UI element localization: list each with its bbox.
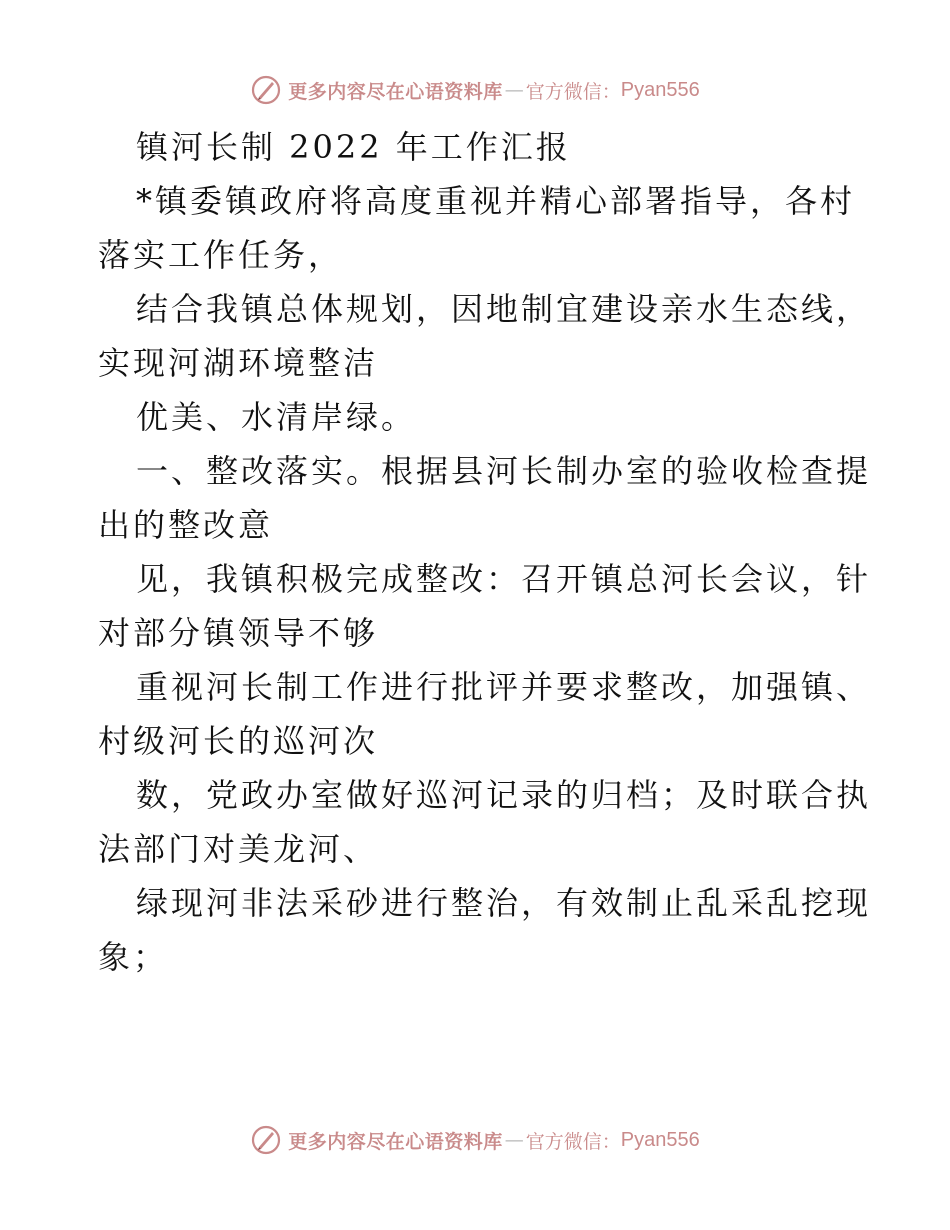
feather-pen-seal-icon xyxy=(250,74,282,106)
document-body xyxy=(98,120,872,984)
text-line: 重视河长制工作进行批评并要求整改，加强镇、 xyxy=(136,668,872,706)
banner-text: 更多内容尽在心语资料库 xyxy=(288,1130,503,1153)
feather-pen-seal-icon xyxy=(250,1124,282,1156)
banner-wechat-label: 官方微信： xyxy=(525,1130,621,1153)
text-line: 结合我镇总体规划，因地制宜建设亲水生态线， xyxy=(136,290,872,328)
text-line: 村级河长的巡河次 xyxy=(98,722,379,760)
text-line: 对部分镇领导不够 xyxy=(98,614,379,652)
text-line: 象； xyxy=(98,938,169,976)
banner-separator: — xyxy=(504,1129,524,1151)
text-line: 绿现河非法采砂进行整治，有效制止乱采乱挖现 xyxy=(136,884,872,922)
text-line: 落实工作任务， xyxy=(98,236,344,274)
text-line: 优美、水清岸绿。 xyxy=(136,398,417,436)
text-line: 出的整改意 xyxy=(98,506,274,544)
footer-banner xyxy=(0,1120,950,1160)
banner-text: 更多内容尽在心语资料库 xyxy=(288,80,503,103)
banner-separator: — xyxy=(504,79,524,101)
text-line: 一、整改落实。根据县河长制办室的验收检查提 xyxy=(136,452,872,490)
banner-wechat-id: Pyan556 xyxy=(620,78,700,101)
text-line: 镇河长制 2022 年工作汇报 xyxy=(136,128,571,166)
text-line: *镇委镇政府将高度重视并精心部署指导，各村 xyxy=(136,182,856,220)
banner-wechat-id: Pyan556 xyxy=(620,1128,700,1151)
text-line: 法部门对美龙河、 xyxy=(98,830,379,868)
banner-wechat-label: 官方微信： xyxy=(525,80,621,103)
text-line: 实现河湖环境整洁 xyxy=(98,344,379,382)
text-line: 数，党政办室做好巡河记录的归档；及时联合执 xyxy=(136,776,872,814)
header-banner xyxy=(0,70,950,110)
text-line: 见，我镇积极完成整改：召开镇总河长会议，针 xyxy=(136,560,872,598)
